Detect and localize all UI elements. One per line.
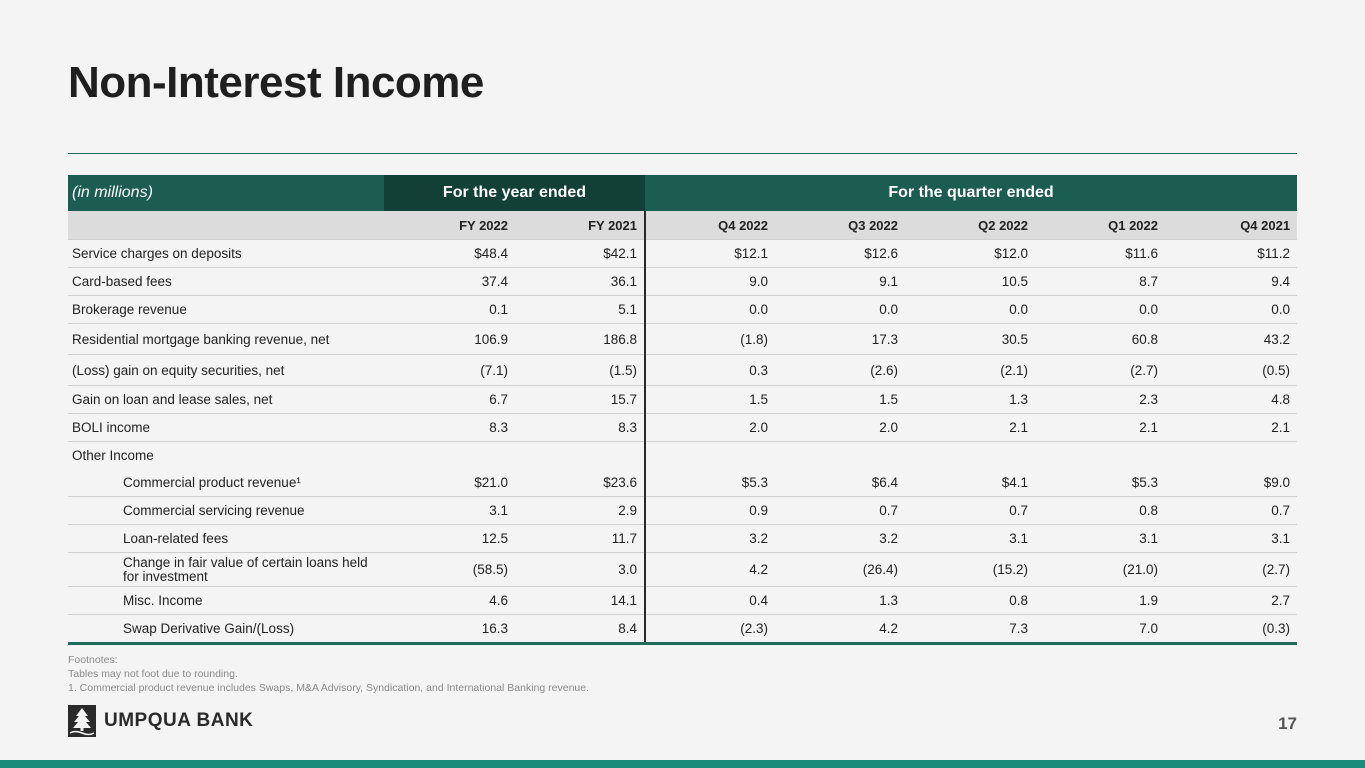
table-row [68,296,1297,324]
table-cell: 9.1 [775,268,905,296]
footnote-rounding: Tables may not foot due to rounding. [68,668,238,680]
row-label: Gain on loan and lease sales, net [68,386,384,414]
table-cell: 0.8 [1035,497,1165,525]
table-cell: (15.2) [905,553,1035,587]
footnote-1: 1. Commercial product revenue includes Swaps, M&A Advisory, Syndication, and International Banking revenue. [68,682,590,694]
non-interest-income-table [68,175,1297,645]
table-cell: 1.3 [905,386,1035,414]
table-cell: (1.5) [515,355,645,386]
table-cell: 60.8 [1035,324,1165,355]
tree-logo-icon [68,705,96,737]
table-row [68,268,1297,296]
table-cell [1165,442,1297,470]
year-group-header: For the year ended [384,175,645,211]
table-cell: 3.1 [1035,525,1165,553]
table-cell: $6.4 [871,475,898,490]
footnotes [68,653,589,695]
column-header: Q3 2022 [775,211,905,240]
table-row [68,587,1297,615]
table-cell: 1.3 [775,587,905,615]
row-label: Residential mortgage banking revenue, net [68,324,384,355]
table-cell: (0.3) [1165,615,1297,644]
row-label: Commercial product revenue¹ [123,475,301,490]
table-cell: 0.7 [775,497,905,525]
table-cell: 2.0 [645,414,775,442]
table-cell: $12.6 [775,240,905,268]
column-header: Q4 2021 [1165,211,1297,240]
table-cell: 2.1 [1165,414,1297,442]
table-row [68,386,1297,414]
row-label: Brokerage revenue [68,296,384,324]
units-label: (in millions) [68,175,384,211]
table-cell: 0.0 [905,296,1035,324]
row-label: Other Income [68,442,384,470]
table-cell: $11.2 [1165,240,1297,268]
table-cell: $5.3 [1131,475,1158,490]
table-cell: 3.0 [515,553,645,587]
table-cell: 2.0 [775,414,905,442]
page-number: 17 [1278,714,1297,733]
title-divider [68,153,1297,154]
table-row [68,553,1297,587]
table-row [68,324,1297,355]
table-cell [775,442,905,470]
table-cell: 0.1 [384,296,515,324]
table-cell: (1.8) [645,324,775,355]
table-cell: 0.4 [645,587,775,615]
table-cell: (7.1) [384,355,515,386]
table-cell: 7.3 [905,615,1035,644]
table-cell [905,442,1035,470]
table-cell: 0.7 [905,497,1035,525]
table-row [68,240,1297,268]
table-cell: 0.0 [645,296,775,324]
table-cell: 14.1 [515,587,645,615]
row-label: Commercial servicing revenue [68,497,384,525]
column-header: Q1 2022 [1035,211,1165,240]
table-cell: 0.3 [645,355,775,386]
row-label: Swap Derivative Gain/(Loss) [68,615,384,644]
table-cell: $42.1 [515,240,645,268]
row-label: Service charges on deposits [68,240,384,268]
table-cell: 43.2 [1165,324,1297,355]
table-cell: 2.1 [1035,414,1165,442]
table-cell: 3.1 [384,497,515,525]
table-cell: 15.7 [515,386,645,414]
table-cell: 3.1 [1165,525,1297,553]
table-cell: 8.7 [1035,268,1165,296]
row-label: (Loss) gain on equity securities, net [68,355,384,386]
row-label: Card-based fees [68,268,384,296]
column-header: Q2 2022 [905,211,1035,240]
table-cell: 0.8 [905,587,1035,615]
table-row [68,355,1297,386]
column-header-blank [68,211,384,240]
table-cell: 16.3 [384,615,515,644]
table-cell: 8.3 [384,414,515,442]
table-cell: 7.0 [1035,615,1165,644]
table-cell: 1.5 [645,386,775,414]
table-cell [515,442,645,470]
table-cell: 11.7 [515,525,645,553]
table-cell: 0.0 [1165,296,1297,324]
logo-text: UMPQUA BANK [104,710,254,731]
table-cell: 3.2 [645,525,775,553]
table-cell: 17.3 [775,324,905,355]
table-row [68,442,1297,470]
table-cell [1035,442,1165,470]
column-header: FY 2021 [515,211,645,240]
table-cell: 2.7 [1165,587,1297,615]
table-row [68,525,1297,553]
table-cell: 9.4 [1165,268,1297,296]
table-cell: $12.1 [645,240,775,268]
table-cell: $9.0 [1263,475,1291,490]
table-cell: 8.4 [515,615,645,644]
table-cell: (2.7) [1165,553,1297,587]
table-cell: (2.6) [775,355,905,386]
table-cell: (21.0) [1035,553,1165,587]
table-cell: $11.6 [1035,240,1165,268]
table-cell: 0.0 [775,296,905,324]
table-cell: 4.6 [384,587,515,615]
table-cell: 4.2 [775,615,905,644]
table-cell: $4.1 [1001,475,1028,490]
table-cell: $5.3 [741,475,768,490]
table-cell: 36.1 [515,268,645,296]
table-cell: 3.1 [905,525,1035,553]
table-cell: $21.0 [474,475,508,490]
table-cell: 9.0 [645,268,775,296]
table-cell: 4.8 [1165,386,1297,414]
table-cell: 0.7 [1165,497,1297,525]
table-row [68,414,1297,442]
table-cell: (2.3) [645,615,775,644]
table-row [68,615,1297,644]
table-cell: 186.8 [515,324,645,355]
table-cell: 0.0 [1035,296,1165,324]
row-label: BOLI income [68,414,384,442]
group-header-row [68,175,1297,211]
quarter-group-header: For the quarter ended [645,175,1297,211]
table-cell [645,442,775,470]
table-cell: (26.4) [775,553,905,587]
table-cell: 1.9 [1035,587,1165,615]
table-row [68,469,1297,497]
table-row [68,497,1297,525]
table-cell: (0.5) [1165,355,1297,386]
table-cell: 3.2 [775,525,905,553]
table-cell: 12.5 [384,525,515,553]
table-cell: (58.5) [384,553,515,587]
column-header-row [68,211,1297,240]
table-cell: $48.4 [384,240,515,268]
footnotes-heading: Footnotes: [68,654,118,666]
table-cell: 8.3 [515,414,645,442]
table-cell: (2.7) [1035,355,1165,386]
table-cell: 2.1 [905,414,1035,442]
table-cell: (2.1) [905,355,1035,386]
column-header: FY 2022 [384,211,515,240]
table-cell [384,442,515,470]
table-cell: $12.0 [905,240,1035,268]
table-cell: 2.9 [515,497,645,525]
table-cell: 10.5 [905,268,1035,296]
table-cell: 30.5 [905,324,1035,355]
table-cell: 5.1 [515,296,645,324]
table-cell: 37.4 [384,268,515,296]
table-cell: 106.9 [384,324,515,355]
column-header: Q4 2022 [645,211,775,240]
page-title: Non-Interest Income [68,58,484,107]
table-cell: 4.2 [645,553,775,587]
table-cell: 1.5 [775,386,905,414]
table-cell: 6.7 [384,386,515,414]
row-label: Loan-related fees [68,525,384,553]
row-label: Misc. Income [68,587,384,615]
company-logo [68,705,253,737]
row-label: Change in fair value of certain loans held for investment [68,553,384,587]
bottom-accent-bar [0,760,1365,768]
table-cell: 2.3 [1035,386,1165,414]
table-cell: 0.9 [645,497,775,525]
table-cell: $23.6 [515,469,645,497]
